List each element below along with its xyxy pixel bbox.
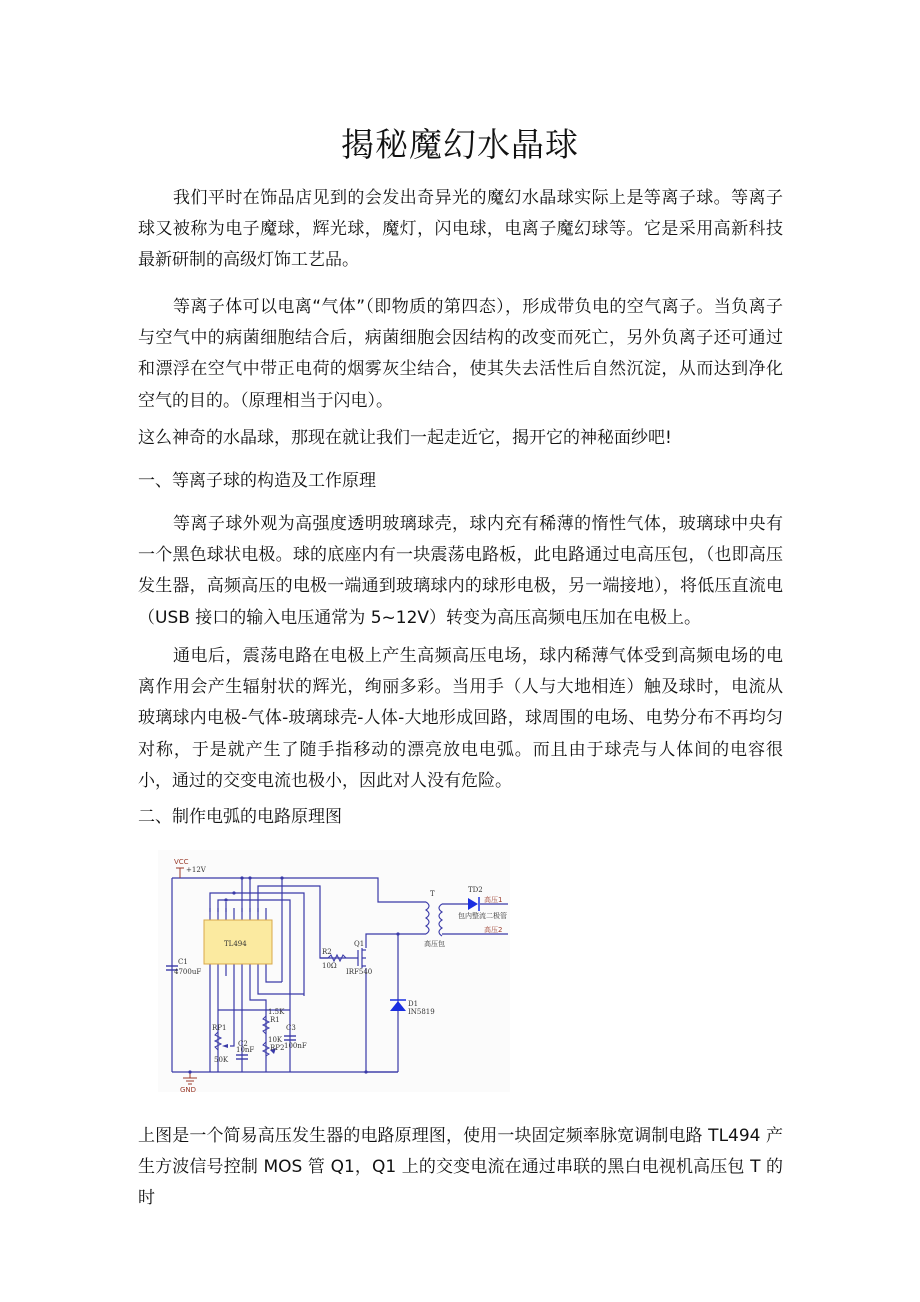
section-heading-structure: 一、等离子球的构造及工作原理 bbox=[138, 471, 376, 491]
gnd-label: GND bbox=[180, 1086, 197, 1092]
q1-value-label: IRF540 bbox=[346, 968, 373, 976]
d1-value-label: IN5819 bbox=[408, 1008, 435, 1016]
diode-d1-symbol bbox=[390, 1001, 406, 1011]
mosfet-q1-symbol bbox=[358, 948, 366, 968]
c3-value-label: 100nF bbox=[284, 1042, 307, 1050]
wires bbox=[172, 878, 508, 1072]
paragraph-operation: 通电后，震荡电路在电极上产生高频高压电场，球内稀薄气体受到高频电场的电离作用会产生辐射状的辉光，绚丽多彩。当用手（人与大地相连）触及球时，电流从玻璃球内电极-气体-玻璃球壳-人体-大地形成回路，球周围的电场、电势分布不再均匀对称，于是就产生了随手指移动的漂亮放电电弧。而且由于球壳与人体间的电容很小，通过的交变电流也极小，因此对人没有危险。 bbox=[138, 646, 783, 791]
rp2-label: RP2 bbox=[270, 1044, 285, 1052]
document-title: 揭秘魔幻水晶球 bbox=[341, 125, 579, 164]
q1-label: Q1 bbox=[354, 940, 365, 948]
c2-label: C2 bbox=[238, 1040, 248, 1048]
transformer-t-label: T bbox=[430, 890, 435, 898]
c1-value-label: 4700uF bbox=[174, 968, 202, 976]
circuit-diagram bbox=[158, 850, 510, 1092]
td2-label: TD2 bbox=[468, 886, 483, 894]
paragraph-structure-block bbox=[138, 509, 783, 634]
circuit-schematic-svg bbox=[158, 850, 510, 1092]
r1-label: R1 bbox=[270, 1016, 280, 1024]
section-heading-2-block bbox=[138, 802, 783, 833]
paragraph-intro: 我们平时在饰品店见到的会发出奇异光的魔幻水晶球实际上是等离子球。等离子球又被称为电子魔球，辉光球，魔灯，闪电球，电离子魔幻球等。它是采用高新科技最新研制的高级灯饰工艺品。 bbox=[138, 188, 783, 271]
paragraph-plasma-block bbox=[138, 292, 783, 417]
vcc-label: VCC bbox=[174, 858, 189, 866]
c3-label: C3 bbox=[286, 1024, 296, 1032]
paragraph-invite: 这么神奇的水晶球，那现在就让我们一起走近它，揭开它的神秘面纱吧! bbox=[138, 428, 672, 448]
paragraph-circuit-description: 上图是一个简易高压发生器的电路原理图，使用一块固定频率脉宽调制电路 TL494 产生方波信号控制 MOS 管 Q1，Q1 上的交变电流在通过串联的黑白电视机高压包 T 的时 bbox=[138, 1126, 783, 1209]
transformer-caption: 高压包 bbox=[424, 940, 445, 948]
td2-caption: 包内整流二极管 bbox=[458, 912, 507, 920]
rp1-value-label: 50K bbox=[214, 1056, 229, 1064]
paragraph-circuit-desc-block bbox=[138, 1121, 783, 1215]
rp2-value-label: 10K bbox=[268, 1036, 283, 1044]
section-heading-1-block bbox=[138, 466, 783, 497]
diode-td2-symbol bbox=[468, 898, 478, 910]
r1-value-label: 1.5K bbox=[268, 1008, 285, 1016]
paragraph-intro-block bbox=[138, 183, 783, 277]
paragraph-operation-block bbox=[138, 641, 783, 797]
r2-value-label: 10Ω bbox=[322, 962, 337, 970]
c1-label: C1 bbox=[178, 958, 188, 966]
tl494-label: TL494 bbox=[224, 940, 247, 948]
hv1-label: 高压1 bbox=[484, 896, 503, 904]
paragraph-plasma: 等离子体可以电离“气体”（即物质的第四态），形成带负电的空气离子。当负离子与空气中的病菌细胞结合后，病菌细胞会因结构的改变而死亡，另外负离子还可通过和漂浮在空气中带正电荷的烟雾灰尘结合，使其失去活性后自然沉淀，从而达到净化空气的目的。（原理相当于闪电）。 bbox=[138, 297, 783, 411]
hv2-label: 高压2 bbox=[484, 926, 503, 934]
r2-label: R2 bbox=[322, 948, 332, 956]
gnd-symbol bbox=[183, 1072, 197, 1084]
paragraph-structure: 等离子球外观为高强度透明玻璃球壳，球内充有稀薄的惰性气体，玻璃球中央有一个黑色球状电极。球的底座内有一块震荡电路板，此电路通过电高压包，（也即高压发生器，高频高压的电极一端通到玻璃球内的球形电极，另一端接地），将低压直流电（USB 接口的输入电压通常为 5~12V）转变为高压高频电压加在电极上。 bbox=[138, 514, 783, 628]
paragraph-invite-block bbox=[138, 423, 783, 454]
c2-value-label: 10nF bbox=[236, 1046, 255, 1054]
vcc-value-label: +12V bbox=[186, 866, 206, 874]
rp1-label: RP1 bbox=[212, 1024, 227, 1032]
d1-label: D1 bbox=[408, 1000, 419, 1008]
potentiometer-rp1-wiper bbox=[222, 1044, 228, 1048]
section-heading-circuit: 二、制作电弧的电路原理图 bbox=[138, 807, 342, 827]
vcc-symbol bbox=[176, 868, 184, 878]
transformer-t-symbol bbox=[426, 902, 442, 936]
